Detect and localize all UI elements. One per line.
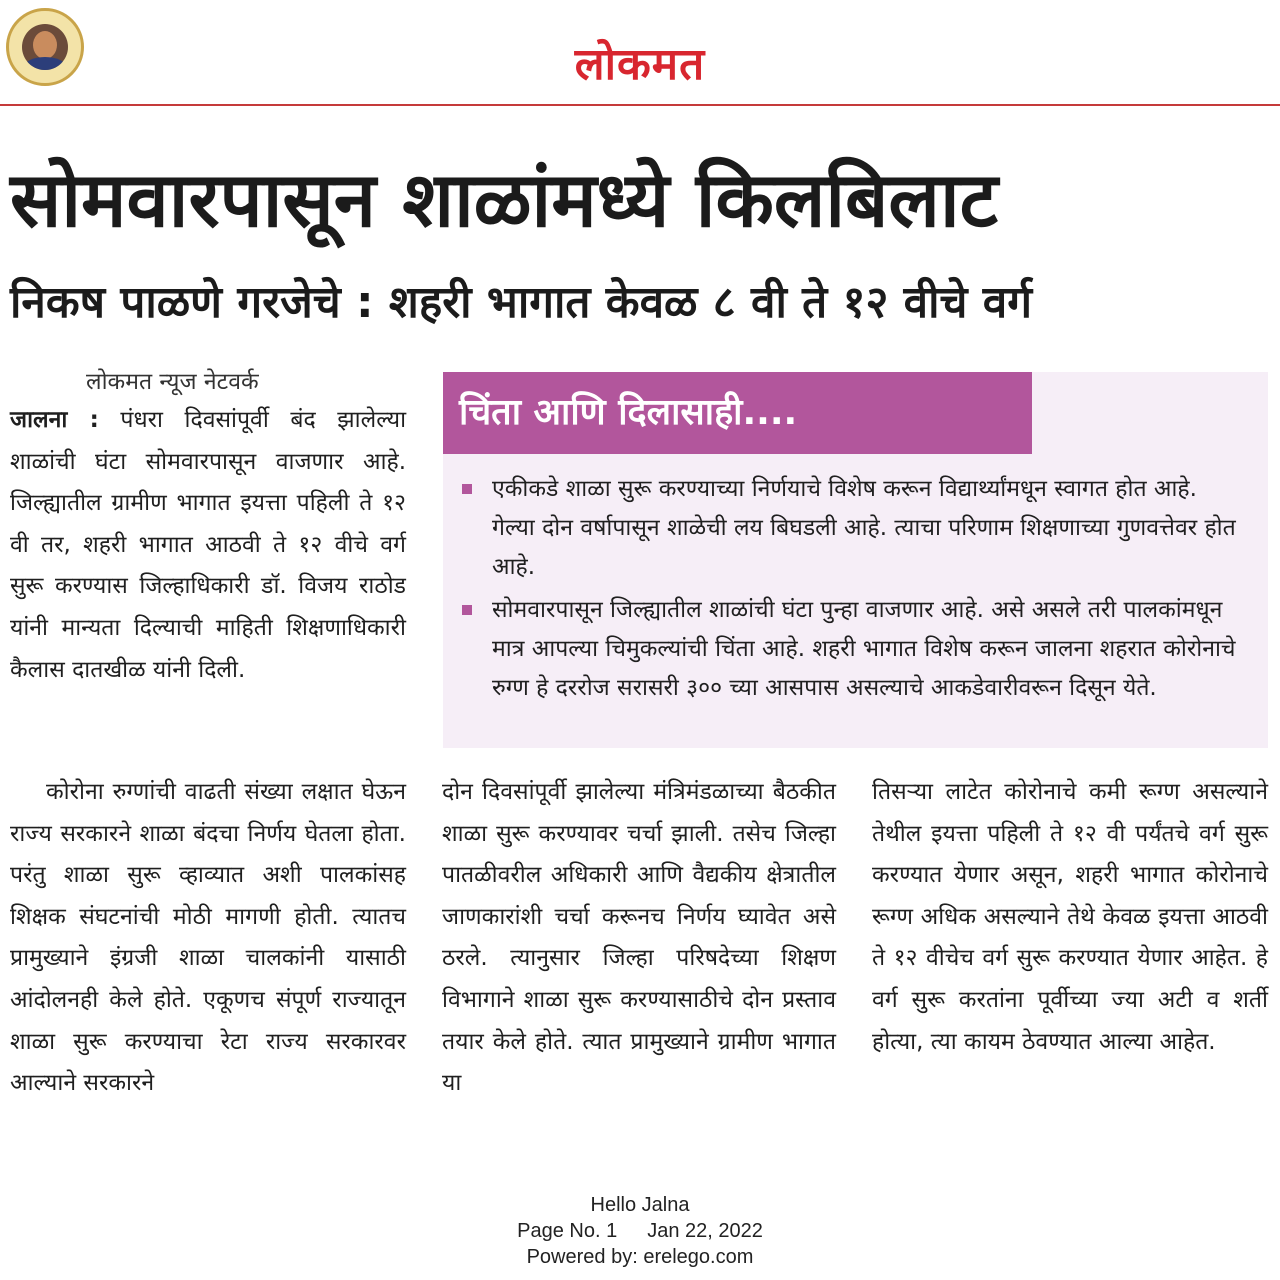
article-subheadline: निकष पाळणे गरजेचे : शहरी भागात केवळ ८ वी ते १२ वीचे वर्ग	[10, 277, 1033, 328]
article-paragraph-2-part-1: कोरोना रुग्णांची वाढती संख्या लक्षात घेऊन राज्य सरकारने शाळा बंदचा निर्णय घेतला होता. परंतु शाळा सुरू व्हाव्यात अशी पालकांसह शिक्षक संघटनांची मोठी मागणी होती. त्यातच प्रामुख्याने इंग्रजी शाळा चालकांनी यासाठी आंदोलनही केले होते. एकूणच संपूर्ण राज्यातून शाळा सुरू करण्याचा रेटा राज्य सरकारवर आल्याने सरकारने	[10, 779, 406, 1097]
square-bullet-icon	[462, 605, 472, 615]
footer-powered-by: Powered by: erelego.com	[526, 1246, 754, 1268]
article-paragraph-1-text: पंधरा दिवसांपूर्वी बंद झालेल्या शाळांची घंटा सोमवारपासून वाजणार आहे. जिल्ह्यातील ग्रामीण भागात इयत्ता पहिली ते १२ वी तर, शहरी भागात आठवी ते १२ वीचे वर्ग सुरू करण्यास जिल्हाधिकारी डॉ. विजय राठोड यांनी मान्यता दिल्याची माहिती शिक्षणाधिकारी कैलास दातखीळ यांनी दिली.	[10, 407, 407, 683]
article-paragraph-2-part-3: तिसऱ्या लाटेत कोरोनाचे कमी रूग्ण असल्याने तेथील इयत्ता पहिली ते १२ वी पर्यंतचे वर्ग सुरू करण्यात येणार असून, शहरी भागात कोरोनाचे रूग्ण अधिक असल्याने तेथे केवळ इयत्ता आठवी ते १२ वीचेच वर्ग सुरू करण्यात येणार आहेत. हे वर्ग सुरू करतांना पूर्वीच्या ज्या अटी व शर्ती होत्या, त्या कायम ठेवण्यात आल्या आहेत.	[872, 779, 1268, 1055]
footer-page-number: Page No. 1	[517, 1220, 618, 1242]
sidebar-box-title: चिंता आणि दिलासाही....	[443, 372, 1032, 454]
sidebar-box-item-text: एकीकडे शाळा सुरू करण्याच्या निर्णयाचे विशेष करून विद्यार्थ्यांमधून स्वागत होत आहे. गेल्या दोन वर्षापासून शाळेची लय बिघडली आहे. त्याचा परिणाम शिक्षणाच्या गुणवत्तेवर होत आहे.	[492, 476, 1236, 580]
article-byline: लोकमत न्यूज नेटवर्क	[86, 369, 259, 395]
article-column-2	[442, 772, 836, 1105]
article-column-1-top	[10, 400, 406, 691]
article-column-3	[872, 772, 1268, 1063]
footer-edition: Hello Jalna	[590, 1194, 690, 1216]
article-dateline: जालना :	[10, 407, 99, 433]
article-paragraph-2-part-2: दोन दिवसांपूर्वी झालेल्या मंत्रिमंडळाच्या बैठकीत शाळा सुरू करण्यावर चर्चा झाली. तसेच जिल्हा पातळीवरील अधिकारी आणि वैद्यकीय क्षेत्रातील जाणकारांशी चर्चा करूनच निर्णय घ्यावेत असे ठरले. त्यानुसार जिल्हा परिषदेच्या शिक्षण विभागाने शाळा सुरू करण्यासाठीचे दोन प्रस्ताव तयार केले होते. त्यात प्रामुख्याने ग्रामीण भागात या	[442, 779, 836, 1097]
footer-page-info	[0, 1218, 1280, 1244]
sidebar-box-item	[460, 470, 1240, 587]
newspaper-masthead: लोकमत	[574, 39, 706, 90]
sidebar-box-list	[460, 470, 1240, 712]
masthead-divider	[0, 104, 1280, 106]
article-headline: सोमवारपासून शाळांमध्ये किलबिलाट	[10, 155, 998, 244]
footer-date: Jan 22, 2022	[647, 1220, 763, 1242]
page-footer	[0, 1192, 1280, 1270]
article-column-1-bottom	[10, 772, 406, 1105]
sidebar-box-item	[460, 591, 1240, 708]
sidebar-box-item-text: सोमवारपासून जिल्ह्यातील शाळांची घंटा पुन्हा वाजणार आहे. असे असले तरी पालकांमधून मात्र आपल्या चिमुकल्यांची चिंता आहे. शहरी भागात विशेष करून जालना शहरात कोरोनाचे रुग्ण हे दररोज सरासरी ३०० च्या आसपास असल्याचे आकडेवारीवरून दिसून येते.	[492, 597, 1236, 701]
article-paragraph-1	[10, 400, 406, 691]
square-bullet-icon	[462, 484, 472, 494]
